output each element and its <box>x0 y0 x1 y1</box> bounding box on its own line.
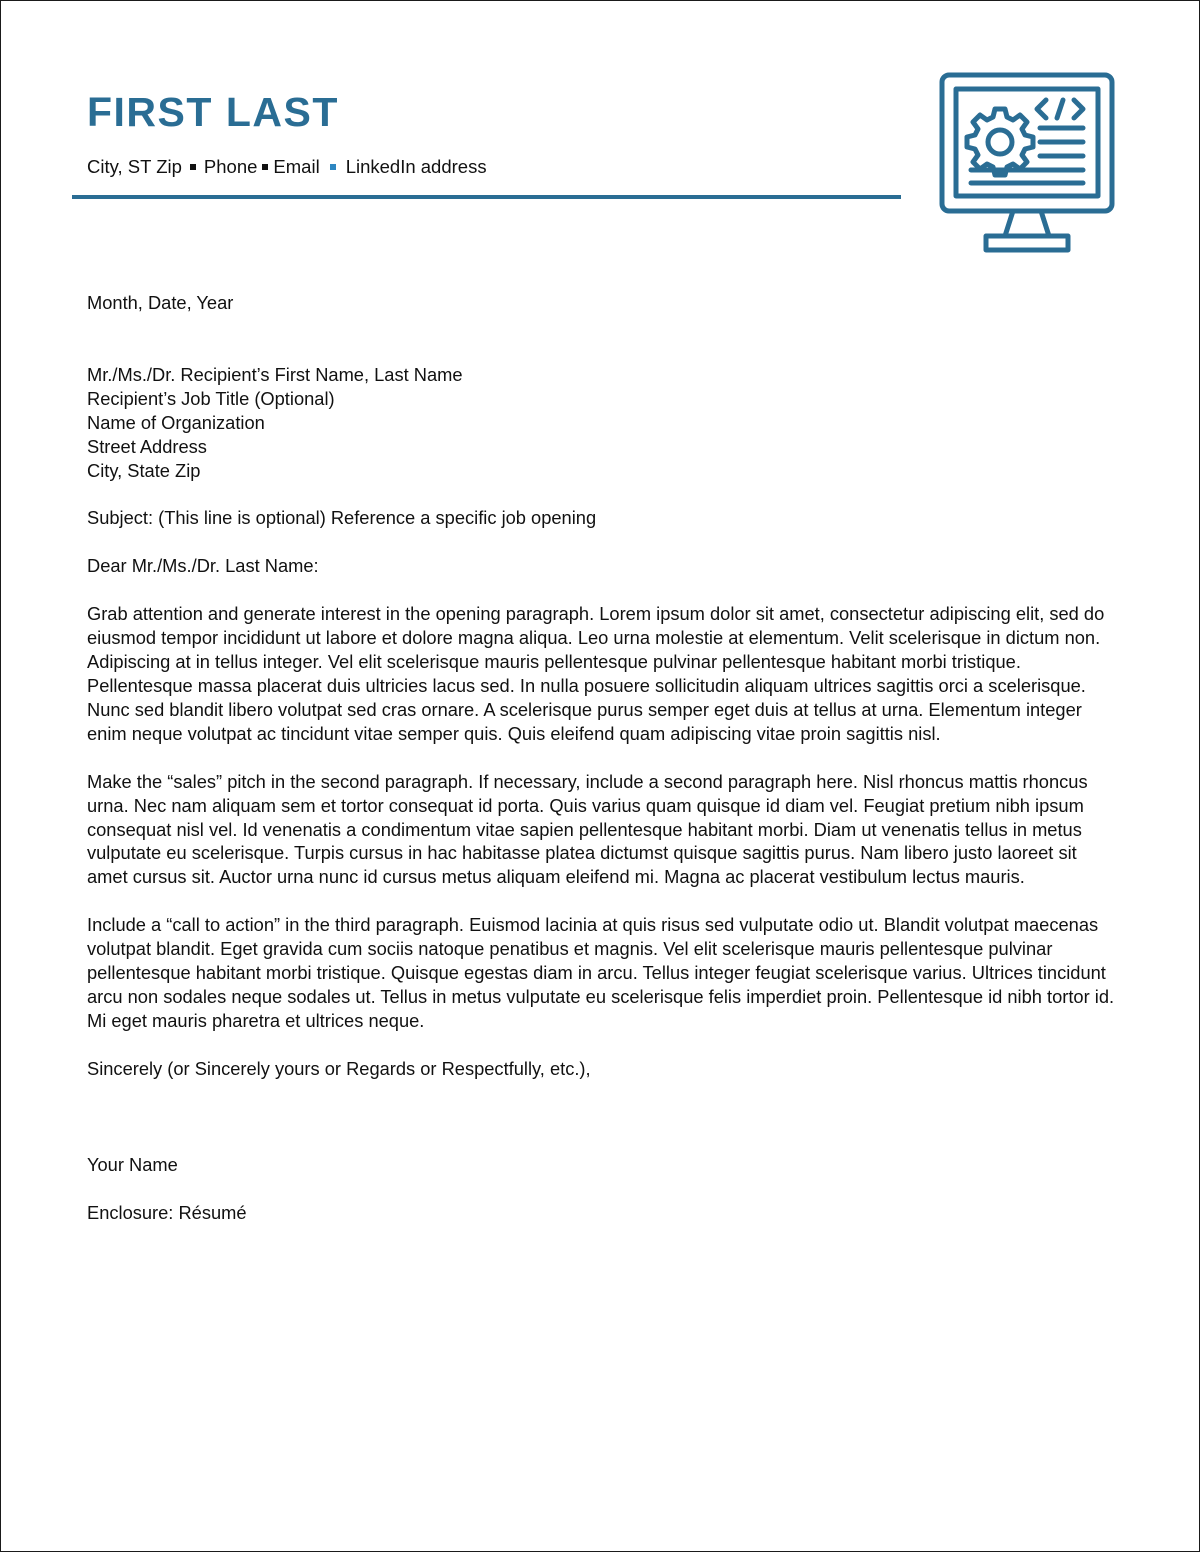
closing: Sincerely (or Sincerely yours or Regards or Respectfully, etc.), <box>87 1057 591 1079</box>
recipient-name: Mr./Ms./Dr. Recipient’s First Name, Last Name <box>87 363 463 385</box>
contact-line <box>87 155 487 179</box>
applicant-name: FIRST LAST <box>87 89 339 135</box>
signature-name: Your Name <box>87 1153 178 1175</box>
accent-bullet-separator-icon <box>330 164 336 170</box>
contact-phone: Phone <box>203 156 258 177</box>
letter-body <box>87 291 1117 1224</box>
monitor-code-gear-icon <box>937 71 1117 255</box>
letter-date: Month, Date, Year <box>87 292 234 313</box>
recipient-organization: Name of Organization <box>87 411 265 433</box>
salutation: Dear Mr./Ms./Dr. Last Name: <box>87 555 319 577</box>
contact-city: City, ST Zip <box>87 156 182 177</box>
header-divider <box>72 195 901 199</box>
bullet-separator-icon <box>262 164 268 170</box>
sales-paragraph: Make the “sales” pitch in the second paragraph. If necessary, include a second paragraph here. Nisl rhoncus mattis rhoncus urna. Nec nam aliquam sem et tortor consequat id porta. Quis varius quam quisque id diam vel. Feugiat pretium nibh ipsum consequat nisl vel. Id venenatis a condimentum vitae sapien pellentesque habitant morbi. Diam ut venenatis tellus in metus vulputate eu scelerisque. Turpis cursus in hac habitasse platea dictumst quisque sagittis purus. Nam libero justo laoreet sit amet cursus sit. Auctor urna nunc id cursus metus aliquam eleifend mi. Magna ac placerat vestibulum lectus mauris. <box>87 770 1088 888</box>
call-to-action-paragraph: Include a “call to action” in the third paragraph. Euismod lacinia at quis risus sed vulputate odio ut. Blandit volutpat maecenas volutpat blandit. Eget gravida cum sociis natoque penatibus et magnis. Vel elit scelerisque mauris pellentesque pulvinar pellentesque habitant morbi tristique. Quisque egestas diam in arcu. Tellus integer feugiat scelerisque varius. Ultrices tincidunt arcu non sodales neque sodales ut. Tellus in metus vulputate eu scelerisque felis imperdiet proin. Pellentesque id nibh tortor id. Mi eget mauris pharetra et ultrices neque. <box>87 914 1115 1031</box>
contact-email: Email <box>273 156 320 177</box>
contact-linkedin: LinkedIn address <box>345 156 487 177</box>
recipient-job-title: Recipient’s Job Title (Optional) <box>87 387 335 409</box>
enclosure-line: Enclosure: Résumé <box>87 1201 247 1223</box>
bullet-separator-icon <box>190 164 196 170</box>
recipient-street: Street Address <box>87 435 207 457</box>
subject-line: Subject: (This line is optional) Reference a specific job opening <box>87 507 597 529</box>
opening-paragraph: Grab attention and generate interest in the opening paragraph. Lorem ipsum dolor sit amet, consectetur adipiscing elit, sed do eiusmod tempor incididunt ut labore et dolore magna aliqua. Leo urna molestie at elementum. Velit scelerisque in dictum non. Adipiscing at in tellus integer. Vel elit scelerisque mauris pellentesque pulvinar pellentesque habitant morbi tristique. Pellentesque massa placerat duis ultricies lacus sed. In nulla posuere sollicitudin aliquam ultrices sagittis orci a scelerisque. Nunc sed blandit libero volutpat sed cras ornare. A scelerisque purus semper eget duis at tellus at urna. Elementum integer enim neque volutpat ac tincidunt vitae semper quis. Quis eleifend quam adipiscing vitae proin sagittis nisl. <box>87 603 1105 744</box>
recipient-city: City, State Zip <box>87 459 201 481</box>
recipient-block <box>87 363 1117 483</box>
